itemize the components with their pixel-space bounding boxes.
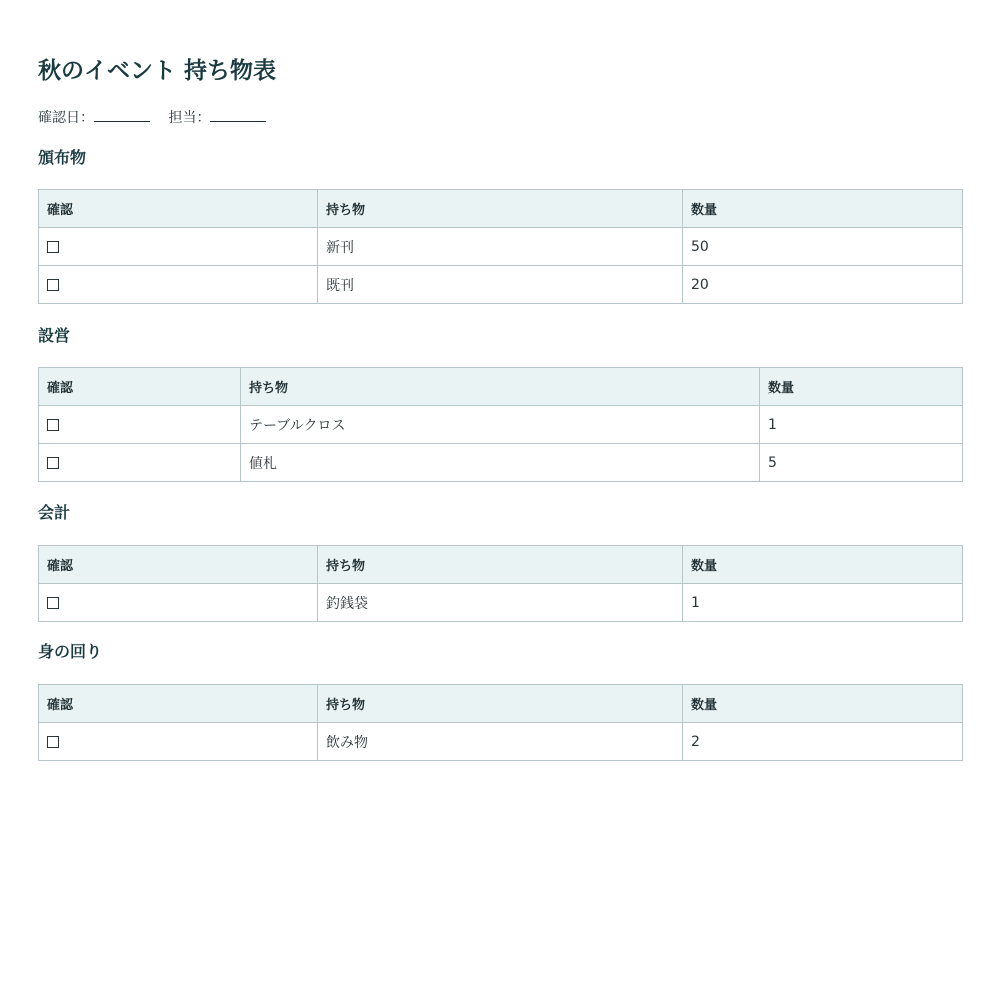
item-cell: 釣銭袋 [318, 584, 683, 622]
header-item: 持ち物 [318, 546, 683, 584]
table-row [39, 584, 963, 622]
qty-cell: 2 [683, 723, 963, 761]
confirm-date-field[interactable] [94, 107, 150, 122]
page-title: 秋のイベント 持ち物表 [38, 58, 277, 84]
person-label: 担当： [168, 110, 211, 126]
checkbox[interactable] [47, 279, 59, 291]
check-cell[interactable] [39, 584, 318, 622]
qty-cell: 1 [683, 584, 963, 622]
check-cell[interactable] [39, 444, 241, 482]
table-header-row [39, 368, 963, 406]
table-setup [38, 367, 963, 482]
confirm-date-label: 確認日： [38, 110, 94, 126]
checkbox[interactable] [47, 597, 59, 609]
header-check: 確認 [39, 685, 318, 723]
table-header-row [39, 685, 963, 723]
table-handouts [38, 189, 963, 304]
check-cell[interactable] [39, 266, 318, 304]
header-check: 確認 [39, 546, 318, 584]
person-field[interactable] [210, 107, 266, 122]
header-qty: 数量 [760, 368, 963, 406]
item-cell: 既刊 [318, 266, 683, 304]
checkbox[interactable] [47, 241, 59, 253]
item-cell: 値札 [241, 444, 760, 482]
header-item: 持ち物 [318, 685, 683, 723]
section-title-accounting: 会計 [38, 503, 71, 522]
item-cell: テーブルクロス [241, 406, 760, 444]
qty-cell: 50 [683, 228, 963, 266]
header-check: 確認 [39, 190, 318, 228]
checkbox[interactable] [47, 457, 59, 469]
table-row [39, 723, 963, 761]
table-row [39, 228, 963, 266]
table-personal [38, 684, 963, 761]
table-row [39, 406, 963, 444]
qty-cell: 1 [760, 406, 963, 444]
check-cell[interactable] [39, 228, 318, 266]
header-item: 持ち物 [318, 190, 683, 228]
section-title-personal: 身の回り [38, 642, 103, 661]
item-cell: 飲み物 [318, 723, 683, 761]
check-cell[interactable] [39, 406, 241, 444]
header-qty: 数量 [683, 685, 963, 723]
section-title-handouts: 頒布物 [38, 148, 87, 167]
table-row [39, 266, 963, 304]
checkbox[interactable] [47, 419, 59, 431]
meta-line [38, 107, 280, 129]
item-cell: 新刊 [318, 228, 683, 266]
qty-cell: 5 [760, 444, 963, 482]
section-title-setup: 設営 [38, 326, 71, 345]
header-check: 確認 [39, 368, 241, 406]
check-cell[interactable] [39, 723, 318, 761]
checkbox[interactable] [47, 736, 59, 748]
qty-cell: 20 [683, 266, 963, 304]
table-header-row [39, 546, 963, 584]
table-accounting [38, 545, 963, 622]
header-qty: 数量 [683, 190, 963, 228]
table-header-row [39, 190, 963, 228]
header-item: 持ち物 [241, 368, 760, 406]
header-qty: 数量 [683, 546, 963, 584]
table-row [39, 444, 963, 482]
